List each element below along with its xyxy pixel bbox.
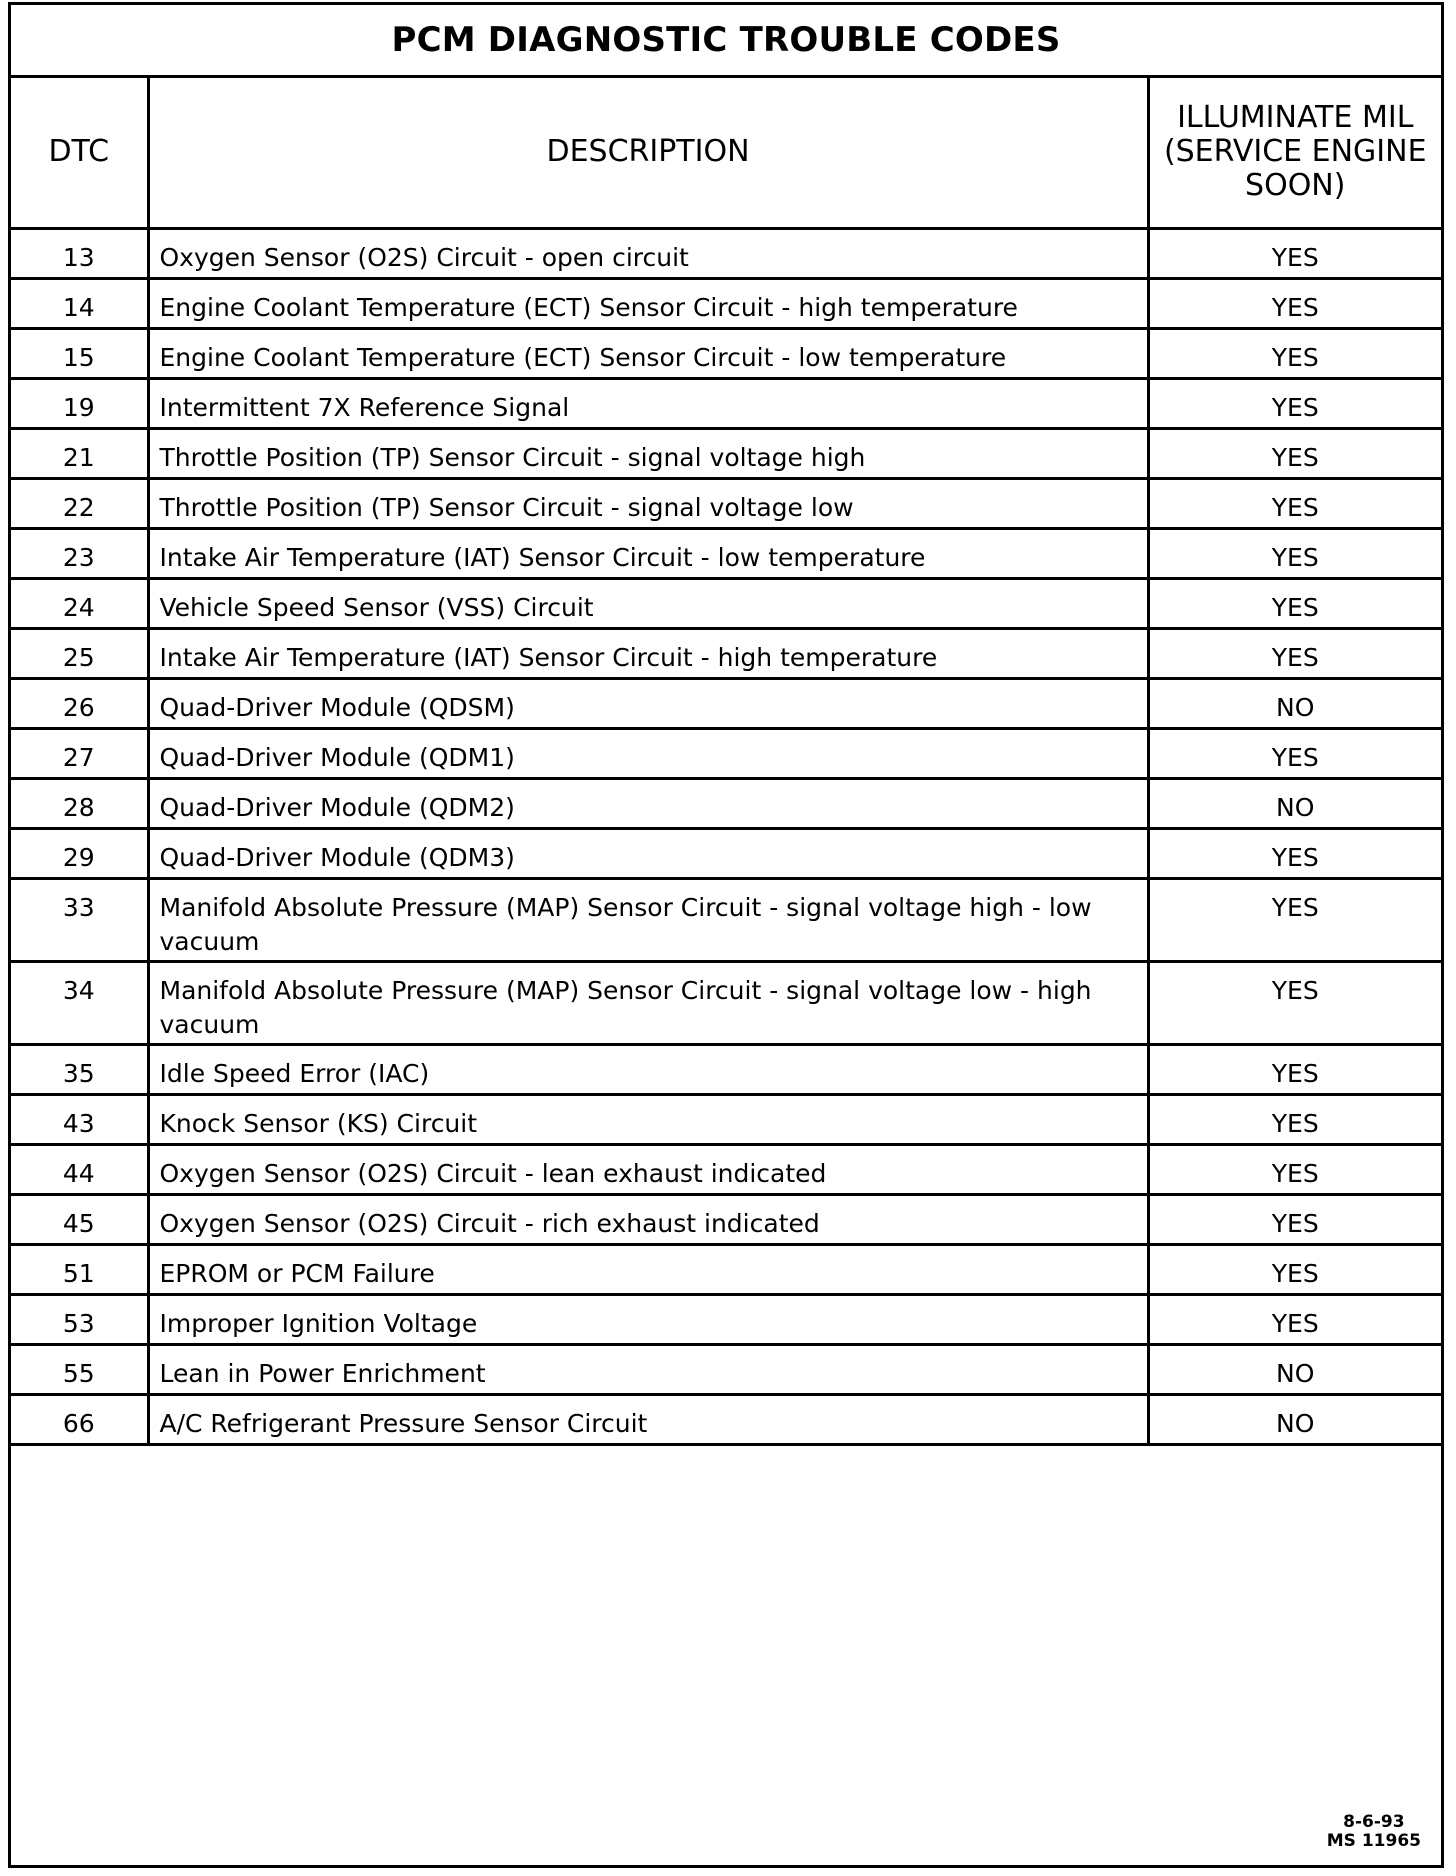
dtc-code: 15 <box>11 328 148 378</box>
dtc-description: Throttle Position (TP) Sensor Circuit - signal voltage high <box>148 428 1148 478</box>
mil-value: YES <box>1148 428 1441 478</box>
dtc-description: Quad-Driver Module (QDM2) <box>148 778 1148 828</box>
dtc-code: 19 <box>11 378 148 428</box>
mil-value: YES <box>1148 478 1441 528</box>
dtc-code: 24 <box>11 578 148 628</box>
dtc-description: Improper Ignition Voltage <box>148 1294 1148 1344</box>
dtc-code: 51 <box>11 1244 148 1294</box>
dtc-description: Manifold Absolute Pressure (MAP) Sensor Circuit - signal voltage low - high vacuum <box>148 961 1148 1044</box>
table-row <box>11 878 1441 961</box>
dtc-code: 66 <box>11 1394 148 1444</box>
document-reference <box>1327 1813 1421 1851</box>
dtc-code: 43 <box>11 1094 148 1144</box>
dtc-description: Manifold Absolute Pressure (MAP) Sensor Circuit - signal voltage high - low vacuum <box>148 878 1148 961</box>
table-row <box>11 1244 1441 1294</box>
dtc-description: Quad-Driver Module (QDSM) <box>148 678 1148 728</box>
dtc-code: 21 <box>11 428 148 478</box>
mil-value: YES <box>1148 1144 1441 1194</box>
mil-value: NO <box>1148 678 1441 728</box>
dtc-code: 44 <box>11 1144 148 1194</box>
mil-value: YES <box>1148 228 1441 278</box>
mil-value: YES <box>1148 1044 1441 1094</box>
header-row <box>11 78 1441 228</box>
dtc-description: Throttle Position (TP) Sensor Circuit - signal voltage low <box>148 478 1148 528</box>
dtc-code: 25 <box>11 628 148 678</box>
dtc-code: 53 <box>11 1294 148 1344</box>
dtc-description: Quad-Driver Module (QDM3) <box>148 828 1148 878</box>
dtc-description: Oxygen Sensor (O2S) Circuit - open circuit <box>148 228 1148 278</box>
header-description: DESCRIPTION <box>148 78 1148 228</box>
mil-value: YES <box>1148 961 1441 1044</box>
dtc-description: Oxygen Sensor (O2S) Circuit - lean exhaust indicated <box>148 1144 1148 1194</box>
mil-value: NO <box>1148 778 1441 828</box>
mil-value: YES <box>1148 578 1441 628</box>
dtc-code: 29 <box>11 828 148 878</box>
dtc-code: 35 <box>11 1044 148 1094</box>
dtc-description: Oxygen Sensor (O2S) Circuit - rich exhaust indicated <box>148 1194 1148 1244</box>
table-row <box>11 428 1441 478</box>
revision-date: 8-6-93 <box>1343 1812 1405 1832</box>
dtc-description: Engine Coolant Temperature (ECT) Sensor Circuit - high temperature <box>148 278 1148 328</box>
document-frame <box>8 2 1444 1868</box>
dtc-code: 26 <box>11 678 148 728</box>
mil-value: YES <box>1148 1244 1441 1294</box>
mil-value: NO <box>1148 1344 1441 1394</box>
table-row <box>11 578 1441 628</box>
dtc-description: Quad-Driver Module (QDM1) <box>148 728 1148 778</box>
dtc-description: Engine Coolant Temperature (ECT) Sensor Circuit - low temperature <box>148 328 1148 378</box>
table-row <box>11 328 1441 378</box>
header-illuminate-mil: ILLUMINATE MIL (SERVICE ENGINE SOON) <box>1148 78 1441 228</box>
table-row <box>11 1144 1441 1194</box>
mil-value: YES <box>1148 1294 1441 1344</box>
dtc-code: 27 <box>11 728 148 778</box>
table-row <box>11 678 1441 728</box>
mil-value: YES <box>1148 328 1441 378</box>
dtc-description: A/C Refrigerant Pressure Sensor Circuit <box>148 1394 1148 1444</box>
dtc-code: 23 <box>11 528 148 578</box>
dtc-table <box>11 78 1441 1446</box>
dtc-code: 45 <box>11 1194 148 1244</box>
table-row <box>11 1344 1441 1394</box>
mil-value: YES <box>1148 378 1441 428</box>
dtc-description: Vehicle Speed Sensor (VSS) Circuit <box>148 578 1148 628</box>
table-row <box>11 1194 1441 1244</box>
table-row <box>11 961 1441 1044</box>
dtc-code: 22 <box>11 478 148 528</box>
table-row <box>11 478 1441 528</box>
dtc-description: Lean in Power Enrichment <box>148 1344 1148 1394</box>
dtc-description: Knock Sensor (KS) Circuit <box>148 1094 1148 1144</box>
mil-value: YES <box>1148 1194 1441 1244</box>
mil-value: YES <box>1148 528 1441 578</box>
header-dtc: DTC <box>11 78 148 228</box>
mil-value: YES <box>1148 1094 1441 1144</box>
mil-value: NO <box>1148 1394 1441 1444</box>
table-row <box>11 1294 1441 1344</box>
document-number: MS 11965 <box>1326 1831 1421 1851</box>
table-row <box>11 828 1441 878</box>
table-row <box>11 778 1441 828</box>
table-row <box>11 1044 1441 1094</box>
dtc-code: 28 <box>11 778 148 828</box>
dtc-code: 33 <box>11 878 148 961</box>
page-title: PCM DIAGNOSTIC TROUBLE CODES <box>11 5 1441 78</box>
table-row <box>11 1394 1441 1444</box>
dtc-description: Intake Air Temperature (IAT) Sensor Circuit - low temperature <box>148 528 1148 578</box>
table-row <box>11 378 1441 428</box>
dtc-code: 55 <box>11 1344 148 1394</box>
mil-value: YES <box>1148 628 1441 678</box>
dtc-code: 13 <box>11 228 148 278</box>
table-row <box>11 628 1441 678</box>
dtc-code: 34 <box>11 961 148 1044</box>
mil-value: YES <box>1148 828 1441 878</box>
mil-value: YES <box>1148 728 1441 778</box>
dtc-description: EPROM or PCM Failure <box>148 1244 1148 1294</box>
table-row <box>11 728 1441 778</box>
dtc-description: Intake Air Temperature (IAT) Sensor Circuit - high temperature <box>148 628 1148 678</box>
table-row <box>11 1094 1441 1144</box>
table-row <box>11 228 1441 278</box>
mil-value: YES <box>1148 878 1441 961</box>
dtc-description: Idle Speed Error (IAC) <box>148 1044 1148 1094</box>
table-row <box>11 528 1441 578</box>
dtc-code: 14 <box>11 278 148 328</box>
table-row <box>11 278 1441 328</box>
dtc-description: Intermittent 7X Reference Signal <box>148 378 1148 428</box>
mil-value: YES <box>1148 278 1441 328</box>
